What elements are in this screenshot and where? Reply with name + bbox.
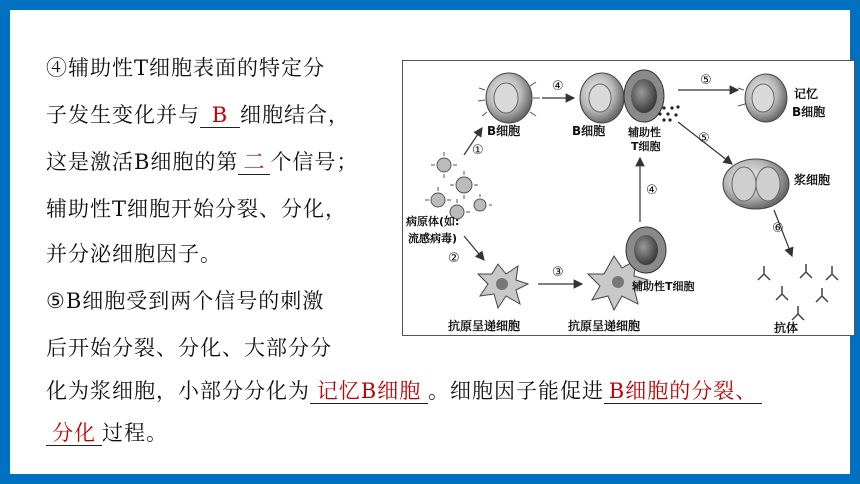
text-line-1 [46,52,325,82]
step-6: ⑥ [772,221,784,236]
label-plasma: 浆细胞 [794,173,831,187]
text-segment: ④辅助性T细胞表面的特定分 [46,56,326,80]
text-segment: 过程。 [102,421,168,445]
label-helper-t-bottom: 辅助性T细胞 [632,280,695,293]
b-cell-icon [580,73,624,123]
answer-blank-5: 分化 [46,421,102,446]
immune-response-diagram [402,60,855,336]
answer-blank-3: 记忆B细胞 [310,379,428,404]
answer-blank-2: 二 [238,150,270,175]
step-1: ① [472,143,484,158]
text-segment: 化为浆细胞，小部分分化为 [46,379,310,403]
label-helper-t-top-1: 辅助性 [628,126,661,139]
text-line-4 [46,193,347,223]
step-5b: ⑤ [698,131,710,146]
label-helper-t-top-2: T细胞 [631,140,661,153]
label-antibody: 抗体 [774,321,799,335]
text-line-6 [46,285,324,315]
step-2: ② [448,251,460,266]
text-segment: 细胞结合， [240,103,350,127]
helper-t-cell-icon [626,227,666,273]
text-segment: ⑤B细胞受到两个信号的刺激 [46,289,325,313]
text-segment: 子发生变化并与 [46,103,200,127]
label-pathogen-1: 病原体(如: [406,215,460,228]
text-segment: 后开始分裂、分化、大部分分 [46,336,332,360]
text-segment: 个信号； [270,150,359,174]
text-segment: 辅助性T细胞开始分裂、分化， [46,197,348,221]
step-5a: ⑤ [700,73,712,88]
answer-blank-4: B细胞的分裂、 [604,379,762,404]
label-b-cell-1: B细胞 [487,124,521,138]
slide [10,10,850,474]
label-memory-2: B细胞 [792,105,826,119]
step-4b: ④ [646,183,658,198]
answer-blank-1: B [200,103,240,128]
text-line-9 [46,417,168,447]
label-pathogen-2: 流感病毒) [408,232,458,245]
plasma-cell-icon [723,159,789,209]
text-segment: 。细胞因子能促进 [428,379,604,403]
text-line-2 [46,99,350,129]
step-4a: ④ [552,79,564,94]
text-line-3 [46,146,358,176]
label-b-cell-2: B细胞 [572,124,606,138]
text-line-7 [46,332,332,362]
label-apc-1: 抗原呈递细胞 [448,319,521,333]
label-apc-2: 抗原呈递细胞 [568,319,641,333]
text-line-5 [46,238,222,268]
text-segment: 并分泌细胞因子。 [46,242,222,266]
text-line-8 [46,375,762,405]
step-3: ③ [552,265,564,280]
label-memory-1: 记忆 [794,87,819,101]
text-segment: 这是激活B细胞的第 [46,150,239,174]
